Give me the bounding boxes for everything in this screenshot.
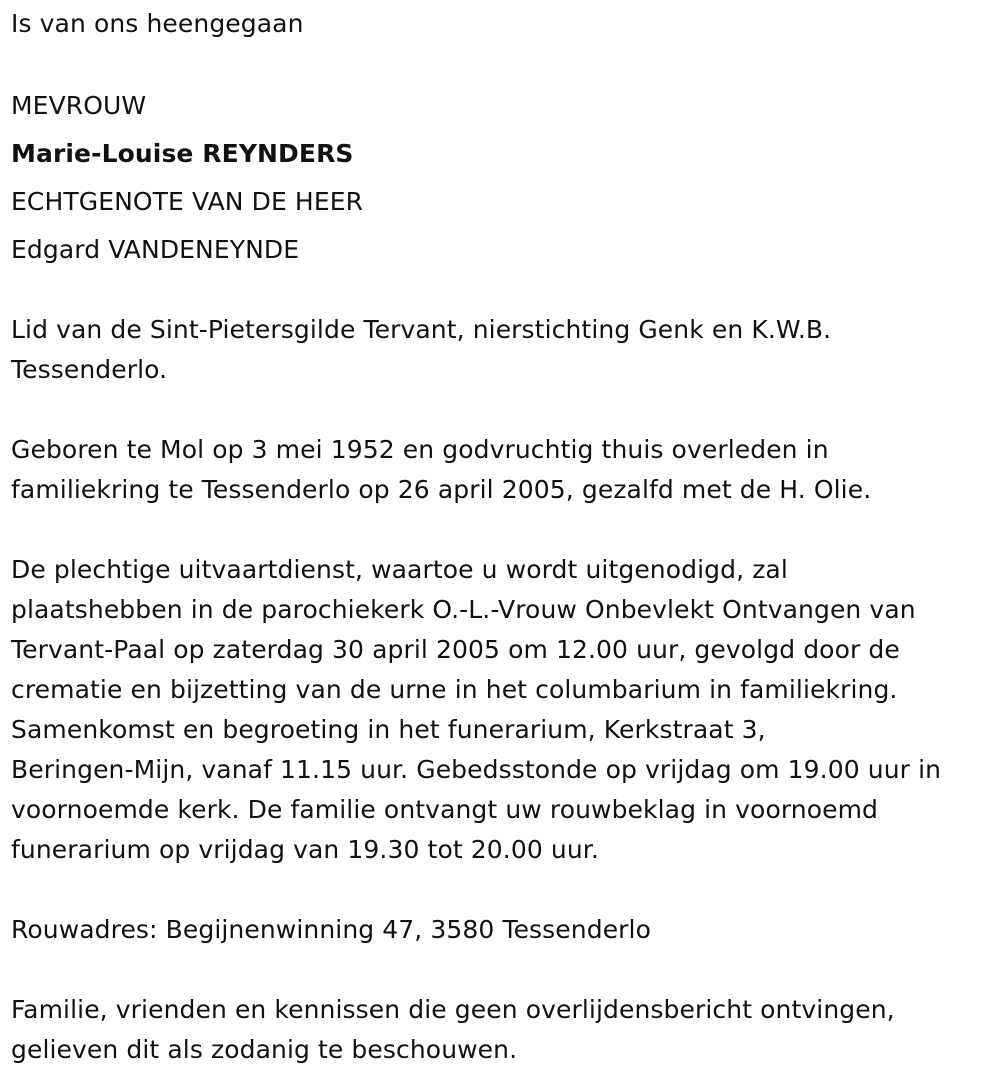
funeral-line: funerarium op vrijdag van 19.30 tot 20.00 uur. bbox=[11, 835, 599, 864]
funeral-line: Beringen-Mijn, vanaf 11.15 uur. Gebedsstonde op vrijdag om 19.00 uur in bbox=[11, 755, 942, 784]
closing-line: gelieven dit als zodanig te beschouwen. bbox=[11, 1035, 518, 1064]
spouse-name: Edgard VANDENEYNDE bbox=[11, 235, 300, 264]
intro-text: Is van ons heengegaan bbox=[11, 9, 304, 38]
membership-line: Tessenderlo. bbox=[11, 355, 168, 384]
birth-death-paragraph bbox=[11, 430, 986, 510]
funeral-line: voornoemde kerk. De familie ontvangt uw rouwbeklag in voornoemd bbox=[11, 795, 879, 824]
closing-paragraph bbox=[11, 990, 986, 1070]
membership-line: Lid van de Sint-Pietersgilde Tervant, nierstichting Genk en K.W.B. bbox=[11, 315, 832, 344]
mourning-address: Rouwadres: Begijnenwinning 47, 3580 Tessenderlo bbox=[11, 915, 652, 944]
funeral-paragraph bbox=[11, 550, 986, 870]
membership-paragraph bbox=[11, 310, 986, 390]
funeral-line: Samenkomst en begroeting in het funerarium, Kerkstraat 3, bbox=[11, 715, 766, 744]
funeral-line: plaatshebben in de parochiekerk O.-L.-Vrouw Onbevlekt Ontvangen van bbox=[11, 595, 916, 624]
birth-death-line: Geboren te Mol op 3 mei 1952 en godvruchtig thuis overleden in bbox=[11, 435, 829, 464]
title-prefix: MEVROUW bbox=[11, 91, 147, 120]
funeral-line: Tervant-Paal op zaterdag 30 april 2005 om 12.00 uur, gevolgd door de bbox=[11, 635, 900, 664]
birth-death-line: familiekring te Tessenderlo op 26 april 2005, gezalfd met de H. Olie. bbox=[11, 475, 872, 504]
funeral-line: De plechtige uitvaartdienst, waartoe u wordt uitgenodigd, zal bbox=[11, 555, 788, 584]
spouse-label: ECHTGENOTE VAN DE HEER bbox=[11, 187, 364, 216]
deceased-name: Marie-Louise REYNDERS bbox=[11, 139, 354, 168]
funeral-line: crematie en bijzetting van de urne in het columbarium in familiekring. bbox=[11, 675, 898, 704]
closing-line: Familie, vrienden en kennissen die geen overlijdensbericht ontvingen, bbox=[11, 995, 895, 1024]
